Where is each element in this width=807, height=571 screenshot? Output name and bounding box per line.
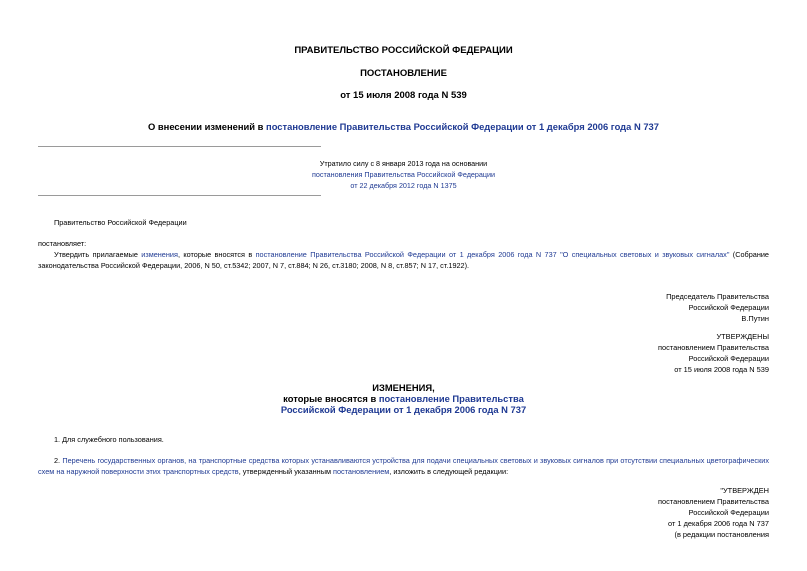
item2-text-b: , утвержденный указанным bbox=[238, 467, 333, 476]
approved2-line-2: постановлением Правительства bbox=[658, 497, 769, 506]
issuer-text: Правительство Российской Федерации bbox=[54, 218, 187, 227]
document-type: ПОСТАНОВЛЕНИЕ bbox=[360, 68, 447, 79]
approved-line-4: от 15 июля 2008 года N 539 bbox=[674, 365, 769, 374]
change-item-1: 1. Для служебного пользования. bbox=[54, 435, 164, 444]
item2-link-decree[interactable]: постановлением bbox=[333, 467, 390, 476]
item2-number: 2. bbox=[54, 456, 63, 465]
approved2-line-1: "УТВЕРЖДЕН bbox=[720, 486, 769, 495]
notice-line-3-link[interactable]: от 22 декабря 2012 года N 1375 bbox=[350, 181, 457, 190]
approved2-line-5: (в редакции постановления bbox=[674, 530, 769, 539]
notice-top-rule bbox=[38, 146, 321, 147]
approved-line-2: постановлением Правительства bbox=[658, 343, 769, 352]
changes-subtitle-prefix: которые вносятся в bbox=[283, 393, 379, 404]
change-item-2 bbox=[38, 455, 769, 477]
document-title-prefix: О внесении изменений в bbox=[148, 121, 267, 132]
notice-bottom-rule bbox=[38, 195, 321, 196]
document-title bbox=[0, 121, 807, 132]
main-paragraph bbox=[38, 249, 769, 271]
approved-block bbox=[658, 331, 769, 375]
notice-line-2-link[interactable]: постановления Правительства Российской Федерации bbox=[311, 170, 496, 179]
approved-line-3: Российской Федерации bbox=[688, 354, 769, 363]
approved2-block bbox=[658, 485, 769, 540]
p1-text-b: , которые вносятся в bbox=[177, 250, 256, 259]
item2-text-c: , изложить в следующей редакции: bbox=[389, 467, 509, 476]
changes-subtitle bbox=[0, 393, 807, 404]
changes-subtitle-link[interactable]: постановление Правительства bbox=[378, 393, 524, 404]
document-title-link[interactable]: постановление Правительства Российской Федерации от 1 декабря 2006 года N 737 bbox=[266, 121, 659, 132]
decides-text: постановляет: bbox=[38, 239, 87, 248]
approved-line-1: УТВЕРЖДЕНЫ bbox=[716, 332, 769, 341]
item2-link-list[interactable]: Перечень государственных органов, на транспортные средства которых устанавливаются устройства для подачи специальных световых и звуковых сигналов при отсутствии специальных цветографических схем на наружной поверхности этих транспортных средств bbox=[38, 456, 769, 476]
approved2-line-4: от 1 декабря 2006 года N 737 bbox=[668, 519, 769, 528]
signature-block bbox=[666, 291, 769, 324]
approved2-line-3: Российской Федерации bbox=[688, 508, 769, 517]
p1-link-changes[interactable]: изменения bbox=[141, 250, 178, 259]
signature-line-3: В.Путин bbox=[741, 314, 769, 323]
signature-line-1: Председатель Правительства bbox=[666, 292, 769, 301]
notice-line-1: Утратило силу с 8 января 2013 года на основании bbox=[319, 159, 488, 168]
p1-text-a: Утвердить прилагаемые bbox=[54, 250, 142, 259]
p1-text-c: (Собрание законодательства Российской Федерации, 2006, N 50, ст.5342; 2007, N 7, ст.884; N 26, ст.3180; 2008, N 8, ст.857; N 17, ст.1922). bbox=[38, 250, 769, 270]
changes-title: ИЗМЕНЕНИЯ, bbox=[372, 382, 435, 393]
changes-subtitle-link-2[interactable]: Российской Федерации от 1 декабря 2006 года N 737 bbox=[280, 404, 527, 415]
document-date: от 15 июля 2008 года N 539 bbox=[340, 90, 467, 101]
p1-link-decree[interactable]: постановление Правительства Российской Федерации от 1 декабря 2006 года N 737 "О специальных световых и звуковых сигналах" bbox=[255, 250, 730, 259]
signature-line-2: Российской Федерации bbox=[688, 303, 769, 312]
government-heading: ПРАВИТЕЛЬСТВО РОССИЙСКОЙ ФЕДЕРАЦИИ bbox=[294, 45, 513, 56]
